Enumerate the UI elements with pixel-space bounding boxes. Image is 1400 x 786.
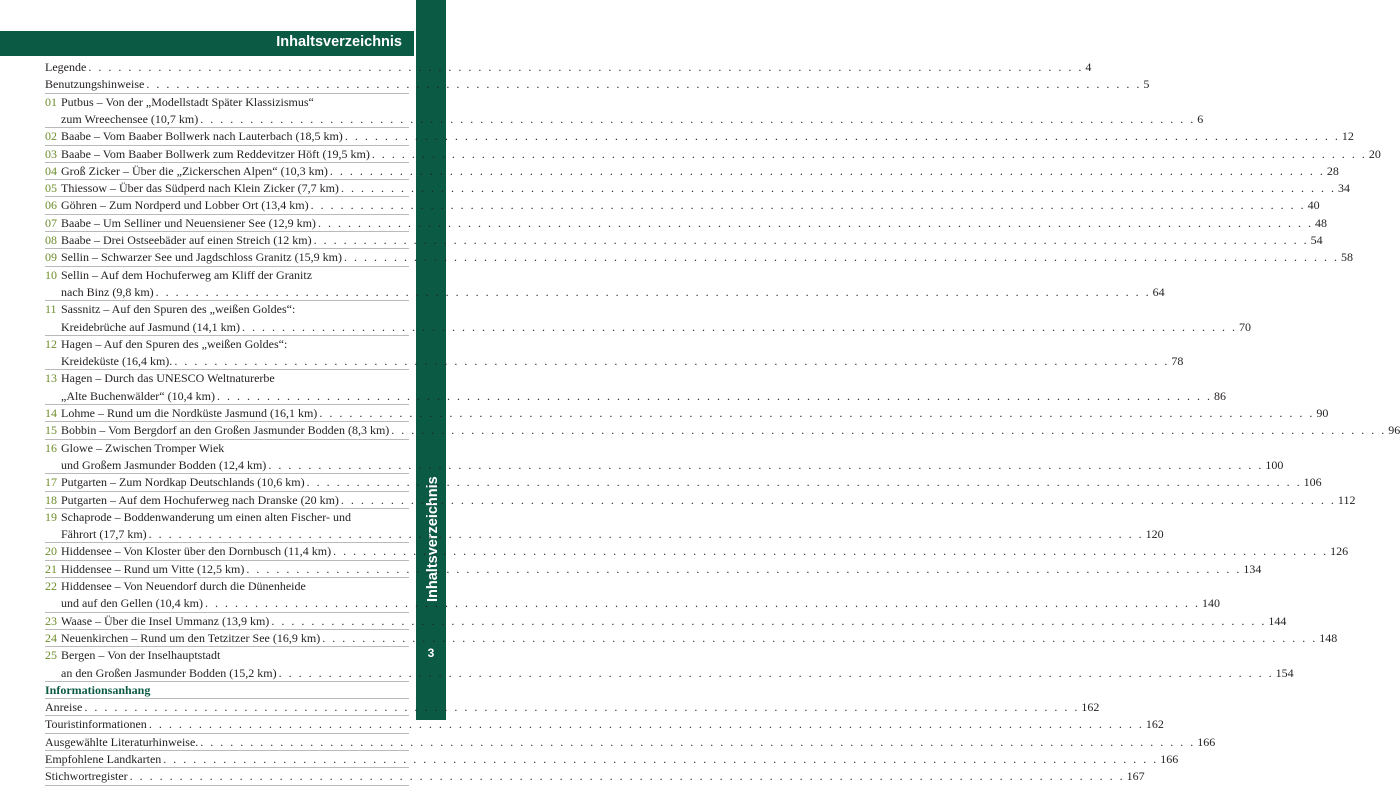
- leader-dots: [319, 405, 1314, 422]
- toc-entry[interactable]: [45, 474, 1322, 491]
- toc-entry-title: Putbus – Von der „Modellstadt Später Klassizismus“: [61, 94, 314, 109]
- toc-entry-title: Kreideküste (16,4 km).: [61, 354, 173, 369]
- toc-entry[interactable]: [45, 249, 1353, 266]
- leader-dots: [279, 665, 1274, 682]
- toc-entry-number: 07: [45, 215, 57, 230]
- leader-dots: [330, 163, 1325, 180]
- toc-entry-page: 12: [1341, 129, 1354, 144]
- toc-entry-number: 03: [45, 146, 57, 161]
- toc-entry[interactable]: [45, 232, 1323, 249]
- leader-dots: [88, 59, 1083, 76]
- toc-entry-number: 14: [45, 406, 57, 420]
- toc-entry-title: Bobbin – Vom Bergdorf an den Großen Jasmunder Bodden (8,3 km): [61, 423, 390, 438]
- leader-dots: [341, 180, 1336, 197]
- toc-entry-number: 09: [45, 250, 57, 265]
- toc-entry-title: Baabe – Vom Baaber Bollwerk nach Lauterbach (18,5 km): [61, 129, 343, 144]
- leader-dots: [344, 249, 1339, 266]
- divider: [45, 785, 409, 786]
- toc-entry-number: 13: [45, 371, 57, 386]
- toc-entry[interactable]: [45, 388, 1226, 405]
- toc-entry-page: 54: [1310, 233, 1323, 247]
- toc-entry[interactable]: [45, 163, 1339, 180]
- toc-entry-page: 162: [1081, 700, 1100, 715]
- toc-entry-page: 140: [1201, 596, 1220, 611]
- toc-entry-number: 17: [45, 475, 57, 490]
- toc-entry[interactable]: [45, 215, 1327, 232]
- toc-entry-page: 34: [1337, 181, 1350, 196]
- leader-dots: [200, 734, 1195, 751]
- toc-entry-title: „Alte Buchenwälder“ (10,4 km): [61, 388, 215, 403]
- toc-entry-number: 24: [45, 630, 57, 645]
- toc-entry-title: Putgarten – Zum Nordkap Deutschlands (10,6 km): [61, 475, 305, 490]
- leader-dots: [314, 232, 1309, 249]
- toc-entry-number: 11: [45, 302, 57, 317]
- toc-entry-page: 28: [1326, 163, 1339, 178]
- toc-entry[interactable]: [45, 561, 1262, 578]
- toc-entry[interactable]: [45, 595, 1220, 612]
- toc-entry[interactable]: [45, 665, 1294, 682]
- toc-entry-page: 4: [1085, 60, 1092, 74]
- toc-entry[interactable]: [45, 353, 1184, 370]
- toc-entry-title: Putgarten – Auf dem Hochuferweg nach Dranske (20 km): [61, 492, 339, 507]
- toc-entry-title: Schaprode – Boddenwanderung um einen alten Fischer- und: [61, 509, 352, 524]
- header-bar: [0, 31, 414, 56]
- toc-entry[interactable]: [45, 94, 409, 111]
- toc-entry-number: 10: [45, 267, 57, 282]
- toc-entry-title: und auf den Gellen (10,4 km): [61, 596, 203, 611]
- leader-dots: [130, 768, 1125, 785]
- toc-entry-page: 48: [1314, 215, 1327, 230]
- toc-entry-title: Hagen – Auf den Spuren des „weißen Goldes“:: [61, 336, 288, 351]
- toc-entry-title: an den Großen Jasmunder Bodden (15,2 km): [61, 665, 277, 680]
- toc-entry-page: 154: [1275, 665, 1294, 680]
- toc-entry-number: 21: [45, 561, 57, 576]
- toc-entry[interactable]: [45, 699, 1100, 716]
- toc-entry-title: Göhren – Zum Nordperd und Lobber Ort (13,4 km): [61, 198, 309, 213]
- toc-entry[interactable]: [45, 751, 1179, 768]
- side-tab-title: Inhaltsverzeichnis: [425, 476, 441, 602]
- toc-entry-title: Touristinformationen: [45, 717, 147, 732]
- leader-dots: [333, 543, 1328, 560]
- toc-entry[interactable]: [45, 422, 1400, 439]
- toc-entry-number: 22: [45, 579, 57, 593]
- toc-entry[interactable]: [45, 734, 1216, 751]
- toc-entry-page: 5: [1143, 77, 1150, 92]
- toc-entry[interactable]: [45, 578, 409, 595]
- toc-entry-title: Hiddensee – Rund um Vitte (12,5 km): [61, 561, 245, 576]
- toc-entry-title: Bergen – Von der Inselhauptstadt: [61, 648, 221, 663]
- toc-entry[interactable]: [45, 301, 409, 318]
- toc-entry-number: 15: [45, 423, 57, 438]
- toc-entry-title: Kreidebrüche auf Jasmund (14,1 km): [61, 319, 240, 334]
- leader-dots: [372, 146, 1367, 163]
- toc-entry-page: 100: [1265, 457, 1284, 472]
- toc-entry-title: und Großem Jasmunder Bodden (12,4 km): [61, 457, 267, 472]
- leader-dots: [322, 630, 1317, 647]
- leader-dots: [268, 457, 1263, 474]
- toc-entry[interactable]: [45, 146, 1381, 163]
- toc-entry-title: Hagen – Durch das UNESCO Weltnaturerbe: [61, 371, 275, 386]
- toc-entry[interactable]: [45, 492, 1356, 509]
- toc-entry-title: Anreise: [45, 700, 83, 715]
- toc-entry[interactable]: [45, 319, 1251, 336]
- toc-entry-title: Ausgewählte Literaturhinweise.: [45, 734, 199, 749]
- toc-entry-title: Legende: [45, 60, 87, 74]
- toc-entry[interactable]: [45, 370, 409, 387]
- toc-entry-number: 05: [45, 181, 57, 196]
- toc-entry-page: 112: [1337, 492, 1356, 507]
- toc-entry-number: 16: [45, 440, 57, 455]
- toc-entry-page: 134: [1243, 561, 1262, 576]
- leader-dots: [345, 128, 1340, 145]
- leader-dots: [311, 197, 1306, 214]
- toc-entry-number: 23: [45, 613, 57, 628]
- toc-entry-number: 04: [45, 163, 57, 178]
- toc-entry-number: 18: [45, 492, 57, 507]
- toc-entry-number: 12: [45, 336, 57, 351]
- page-number: 3: [427, 646, 435, 660]
- toc-entry-title: nach Binz (9,8 km): [61, 284, 154, 299]
- toc-entry-title: Sellin – Schwarzer See und Jagdschloss Granitz (15,9 km): [61, 250, 342, 265]
- toc-entry-title: Benutzungshinweise: [45, 77, 145, 92]
- toc-entry-title: Baabe – Drei Ostseebäder auf einen Streich (12 km): [61, 233, 312, 247]
- toc-entry-page: 70: [1238, 319, 1251, 334]
- toc-entry-title: Stichwortregister: [45, 769, 128, 784]
- toc-entry[interactable]: [45, 509, 409, 526]
- toc-entry-title: Hiddensee – Von Kloster über den Dornbusch (11,4 km): [61, 544, 332, 559]
- toc-entry-title: Baabe – Um Selliner und Neuensiener See (12,9 km): [61, 215, 316, 230]
- toc-entry-page: 90: [1316, 406, 1329, 420]
- toc-entry[interactable]: [45, 197, 1320, 214]
- toc-entry-title: Thiessow – Über das Südperd nach Klein Zicker (7,7 km): [61, 181, 339, 196]
- toc-entry-title: Empfohlene Landkarten: [45, 752, 162, 766]
- toc-entry[interactable]: [45, 76, 1150, 93]
- leader-dots: [217, 388, 1212, 405]
- toc-entry-title: Baabe – Vom Baaber Bollwerk zum Reddevitzer Höft (19,5 km): [61, 146, 370, 161]
- leader-dots: [84, 699, 1079, 716]
- toc-entry[interactable]: [45, 647, 409, 664]
- toc-entry-title: Waase – Über die Insel Ummanz (13,9 km): [61, 613, 270, 628]
- toc-entry[interactable]: [45, 336, 409, 353]
- leader-dots: [146, 76, 1141, 93]
- leader-dots: [149, 716, 1144, 733]
- leader-dots: [271, 613, 1266, 630]
- toc-entry-page: 64: [1152, 284, 1165, 299]
- toc-entry-page: 166: [1160, 752, 1179, 766]
- toc-entry[interactable]: [45, 716, 1164, 733]
- leader-dots: [156, 284, 1151, 301]
- toc-entry[interactable]: [45, 267, 409, 284]
- toc-entry-number: 19: [45, 509, 57, 524]
- toc-entry[interactable]: [45, 405, 1329, 422]
- toc-entry-number: 08: [45, 233, 57, 247]
- toc-entry[interactable]: [45, 128, 1354, 145]
- toc-entry[interactable]: [45, 543, 1349, 560]
- toc-entry[interactable]: [45, 630, 1338, 647]
- page-title: Inhaltsverzeichnis: [276, 34, 402, 50]
- toc-entry-title: Sassnitz – Auf den Spuren des „weißen Goldes“:: [61, 302, 296, 317]
- toc-entry-page: 144: [1268, 613, 1287, 628]
- toc-entry-number: 01: [45, 94, 57, 109]
- toc-entry-number: 25: [45, 648, 57, 663]
- toc-entry-title: Informationsanhang: [45, 682, 151, 697]
- toc-entry-page: 167: [1126, 769, 1145, 784]
- toc-entry-page: 162: [1145, 717, 1164, 732]
- leader-dots: [205, 595, 1200, 612]
- toc-entry-number: 06: [45, 198, 57, 213]
- toc-entry-number: 20: [45, 544, 57, 559]
- toc-entry[interactable]: [45, 613, 1287, 630]
- toc-entry-page: 40: [1307, 198, 1320, 213]
- toc-entry-title: zum Wreechensee (10,7 km): [61, 111, 199, 126]
- toc-entry[interactable]: [45, 768, 1145, 785]
- leader-dots: [341, 492, 1336, 509]
- toc-entry[interactable]: [45, 59, 1092, 76]
- leader-dots: [391, 422, 1386, 439]
- toc-entry-title: Hiddensee – Von Neuendorf durch die Dünenheide: [61, 579, 306, 593]
- toc-entry-title: Glowe – Zwischen Tromper Wiek: [61, 440, 225, 455]
- toc-entry[interactable]: [45, 284, 1165, 301]
- toc-entry-page: 120: [1145, 527, 1164, 542]
- toc-entry-page: 148: [1319, 630, 1338, 645]
- toc-entry[interactable]: [45, 440, 409, 457]
- toc-entry-number: 02: [45, 129, 57, 144]
- toc-entry-page: 106: [1303, 475, 1322, 490]
- toc-entry-title: Neuenkirchen – Rund um den Tetzitzer See (16,9 km): [61, 630, 321, 645]
- section-heading: [45, 682, 409, 699]
- toc-entry[interactable]: [45, 457, 1284, 474]
- leader-dots: [318, 215, 1313, 232]
- leader-dots: [149, 526, 1144, 543]
- toc-entry-page: 58: [1340, 250, 1353, 265]
- toc-entry-page: 86: [1213, 388, 1226, 403]
- leader-dots: [200, 111, 1195, 128]
- toc-entry-page: 126: [1330, 544, 1349, 559]
- toc-entry-title: Lohme – Rund um die Nordküste Jasmund (16,1 km): [61, 406, 318, 420]
- toc-entry-page: 96: [1388, 423, 1400, 438]
- toc-entry[interactable]: [45, 180, 1350, 197]
- toc-entry[interactable]: [45, 526, 1164, 543]
- toc-entry-page: 6: [1197, 111, 1204, 126]
- toc-entry-title: Fährort (17,7 km): [61, 527, 147, 542]
- toc-entry[interactable]: [45, 111, 1204, 128]
- toc-entry-title: Groß Zicker – Über die „Zickerschen Alpen“ (10,3 km): [61, 163, 328, 178]
- leader-dots: [163, 751, 1158, 768]
- toc-entry-page: 166: [1197, 734, 1216, 749]
- leader-dots: [307, 474, 1302, 491]
- leader-dots: [174, 353, 1169, 370]
- toc-entry-title: Sellin – Auf dem Hochuferweg am Kliff der Granitz: [61, 267, 313, 282]
- toc-entry-page: 20: [1368, 146, 1381, 161]
- leader-dots: [246, 561, 1241, 578]
- toc-entry-page: 78: [1171, 354, 1184, 369]
- leader-dots: [242, 319, 1237, 336]
